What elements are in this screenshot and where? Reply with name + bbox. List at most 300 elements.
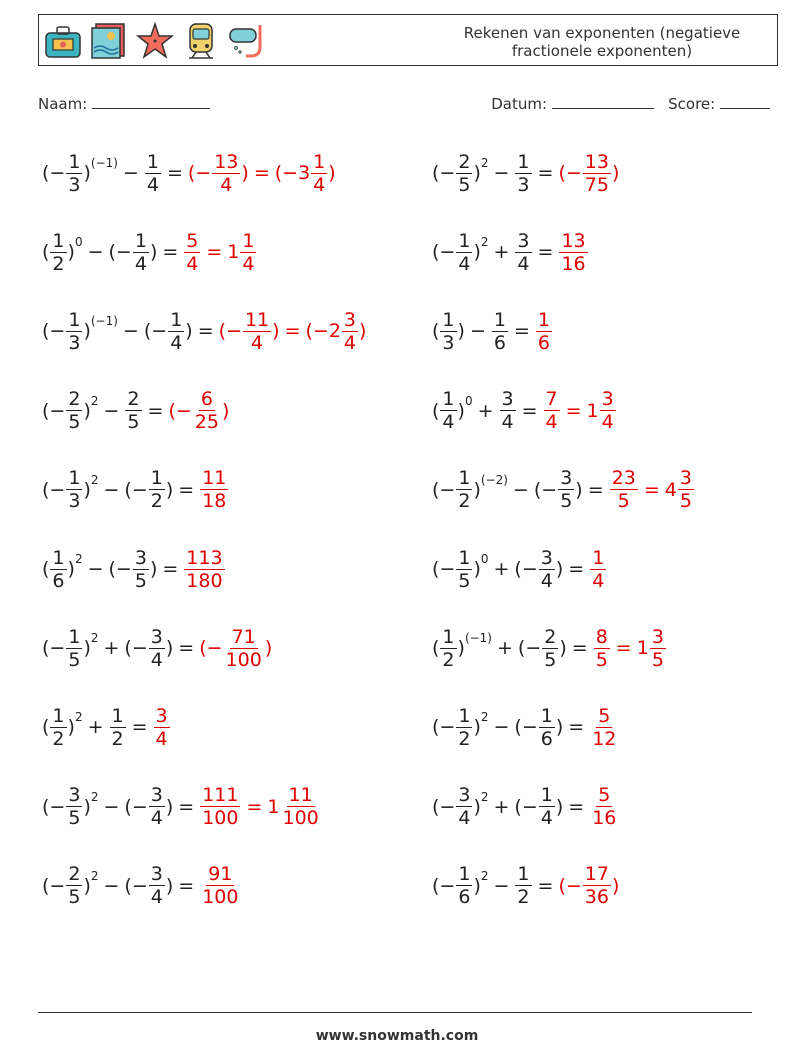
expression-text: ( — [42, 478, 50, 501]
operator: = — [571, 637, 588, 660]
expression-text: ) — [83, 874, 91, 897]
numerator: 2 — [68, 388, 81, 411]
expression-text: ( — [432, 874, 440, 897]
expression-text: ) — [555, 716, 564, 739]
answer-fraction — [610, 467, 638, 512]
expression-text: ( — [432, 478, 440, 501]
answer-text: ) — [241, 162, 249, 184]
numerator: 1 — [517, 863, 530, 886]
denominator: 6 — [52, 569, 65, 592]
denominator: 5 — [544, 648, 557, 671]
numerator: 3 — [501, 388, 514, 411]
operator: − — [512, 478, 529, 501]
answer-text: ) — [221, 399, 230, 422]
expression-text: ) — [457, 320, 465, 343]
answer-fraction — [311, 151, 327, 196]
operator: + — [497, 637, 513, 660]
operator: − — [103, 874, 120, 897]
denominator: 4 — [170, 331, 183, 354]
answer-fraction — [200, 467, 228, 512]
numerator: 3 — [343, 308, 357, 331]
denominator: 4 — [540, 807, 553, 830]
expression-text: ) — [473, 795, 481, 818]
postcard-icon — [89, 21, 129, 61]
numerator: 13 — [214, 150, 239, 173]
answer-fraction — [154, 705, 170, 750]
denominator: 6 — [493, 331, 506, 354]
fraction — [542, 626, 558, 671]
expression-text: ) — [83, 320, 91, 343]
answer-text: (− — [558, 874, 582, 897]
answer-fraction — [200, 863, 240, 908]
expression-text: ) — [67, 241, 75, 264]
denominator: 100 — [225, 648, 262, 671]
fraction — [125, 388, 141, 433]
operator: = — [162, 241, 179, 264]
numerator: 3 — [651, 625, 664, 648]
denominator: 4 — [458, 252, 471, 275]
denominator: 3 — [517, 173, 530, 196]
operator: + — [477, 399, 494, 422]
denominator: 100 — [202, 807, 239, 830]
answer-fraction — [594, 626, 610, 671]
problem-10 — [432, 455, 695, 525]
numerator: 91 — [208, 863, 233, 886]
operator: = — [521, 399, 538, 422]
numerator: 7 — [545, 388, 558, 411]
numerator: 2 — [127, 388, 140, 411]
numerator: 2 — [68, 863, 81, 886]
numerator: 5 — [598, 704, 611, 727]
denominator: 5 — [679, 490, 692, 513]
exponent: 2 — [74, 710, 83, 725]
answer-fraction — [590, 705, 618, 750]
expression-text: (− — [124, 795, 148, 818]
fraction — [456, 863, 472, 908]
answer-text: (− — [558, 162, 582, 184]
expression-text: − — [439, 795, 456, 818]
expression-text: ) — [185, 320, 193, 343]
numerator: 1 — [517, 150, 530, 173]
numerator: 113 — [186, 546, 223, 569]
numerator: 11 — [244, 308, 270, 331]
denominator: 3 — [68, 331, 81, 354]
numerator: 17 — [584, 863, 609, 886]
answer-text: (− — [218, 320, 242, 343]
numerator: 1 — [442, 625, 455, 648]
answer-fraction — [536, 309, 552, 354]
numerator: 3 — [150, 863, 163, 886]
numerator: 1 — [442, 308, 455, 331]
expression-text: − — [49, 399, 66, 422]
answer-fraction — [240, 230, 256, 275]
exponent: (−1) — [90, 156, 118, 170]
numerator: 3 — [601, 388, 614, 411]
expression-text: (− — [124, 478, 148, 501]
numerator: 1 — [68, 308, 81, 331]
denominator: 4 — [458, 807, 471, 830]
numerator: 1 — [458, 863, 471, 886]
operator: = — [131, 716, 148, 739]
numerator: 3 — [134, 546, 147, 569]
expression-text: − — [439, 716, 456, 739]
expression-text: (− — [533, 478, 558, 501]
numerator: 3 — [540, 546, 553, 569]
answer-fraction — [559, 230, 587, 275]
denominator: 2 — [150, 490, 163, 513]
expression-text: − — [439, 241, 456, 264]
answer-fraction — [544, 388, 560, 433]
numerator: 1 — [458, 229, 471, 252]
answer-operator: = — [565, 399, 582, 422]
numerator: 3 — [68, 784, 81, 807]
footer-website: www.snowmath.com — [315, 1028, 479, 1044]
fraction — [515, 151, 531, 196]
answer-text: ) — [359, 320, 367, 343]
answer-text: ) — [272, 320, 280, 343]
numerator: 1 — [52, 704, 65, 727]
expression-text: (− — [514, 795, 538, 818]
answer-fraction — [583, 863, 611, 908]
numerator: 1 — [442, 388, 455, 411]
exponent: 0 — [464, 393, 473, 408]
fraction — [66, 784, 82, 829]
numerator: 1 — [134, 229, 147, 252]
problem-7 — [42, 376, 229, 446]
fraction — [66, 309, 82, 354]
fraction — [456, 467, 472, 512]
problem-19 — [42, 851, 241, 921]
expression-text: − — [49, 874, 66, 897]
title-line-2: fractionele exponenten) — [511, 42, 693, 60]
expression-text: − — [439, 162, 456, 184]
denominator: 4 — [220, 173, 233, 196]
fraction — [515, 230, 531, 275]
denominator: 2 — [52, 252, 65, 275]
exponent: 2 — [480, 710, 489, 725]
answer-fraction — [590, 784, 618, 829]
answer-text: ) — [328, 162, 336, 184]
answer-text: ) — [264, 637, 273, 660]
fraction — [440, 309, 456, 354]
answer-text: (− — [199, 637, 223, 660]
operator: + — [103, 637, 120, 660]
numerator: 1 — [146, 150, 159, 173]
expression-text: ( — [42, 637, 50, 660]
expression-text: (− — [143, 320, 168, 343]
expression-text: ) — [555, 558, 564, 580]
answer-text: ) — [611, 874, 620, 897]
operator: − — [493, 874, 510, 897]
problem-16 — [432, 692, 619, 762]
denominator: 4 — [517, 252, 530, 275]
operator: = — [537, 874, 554, 897]
denominator: 4 — [251, 331, 264, 354]
fraction — [50, 230, 66, 275]
operator: + — [87, 716, 104, 739]
operator: = — [197, 320, 214, 343]
expression-text: (− — [514, 558, 538, 580]
operator: + — [493, 795, 510, 818]
date-blank — [552, 94, 654, 109]
expression-text: ) — [559, 637, 567, 660]
exponent: 2 — [480, 235, 489, 250]
denominator: 4 — [501, 411, 514, 434]
answer-operator: = — [253, 162, 270, 184]
denominator: 4 — [150, 648, 163, 671]
expression-text: ( — [432, 320, 440, 343]
denominator: 36 — [584, 886, 609, 909]
denominator: 5 — [651, 648, 664, 671]
name-label: Naam: — [38, 95, 88, 113]
operator: = — [537, 162, 554, 184]
name-blank — [92, 94, 210, 109]
numerator: 3 — [150, 784, 163, 807]
answer-text: 1 — [227, 241, 240, 264]
numerator: 1 — [52, 229, 65, 252]
answer-text: 4 — [664, 478, 677, 501]
problem-6 — [432, 296, 553, 366]
operator: − — [493, 716, 510, 739]
denominator: 18 — [202, 490, 227, 513]
denominator: 4 — [442, 411, 455, 434]
numerator: 1 — [170, 308, 183, 331]
numerator: 5 — [186, 229, 199, 252]
denominator: 3 — [442, 331, 455, 354]
numerator: 6 — [200, 388, 213, 411]
expression-text: ) — [473, 478, 481, 501]
expression-text: − — [49, 637, 66, 660]
denominator: 5 — [134, 569, 147, 592]
exponent: 2 — [90, 393, 99, 408]
denominator: 4 — [343, 331, 357, 354]
numerator: 3 — [679, 467, 692, 490]
answer-fraction — [212, 151, 240, 196]
numerator: 1 — [68, 625, 81, 648]
operator: = — [587, 478, 604, 501]
numerator: 5 — [598, 784, 611, 807]
starfish-icon — [135, 21, 175, 61]
exponent: 2 — [480, 789, 489, 804]
expression-text: ) — [83, 162, 91, 184]
expression-text: ) — [575, 478, 583, 501]
denominator: 5 — [560, 490, 573, 513]
numerator: 1 — [537, 308, 550, 331]
expression-text: ( — [42, 716, 50, 739]
expression-text: − — [49, 320, 66, 343]
denominator: 5 — [68, 807, 81, 830]
answer-fraction — [200, 784, 240, 829]
numerator: 1 — [313, 150, 326, 173]
denominator: 16 — [561, 252, 586, 275]
fraction — [515, 863, 531, 908]
denominator: 75 — [584, 173, 609, 196]
denominator: 3 — [68, 490, 81, 513]
operator: = — [568, 716, 585, 739]
numerator: 1 — [150, 467, 163, 490]
operator: − — [122, 162, 139, 184]
answer-fraction — [224, 626, 264, 671]
numerator: 3 — [517, 229, 530, 252]
answer-fraction — [590, 547, 606, 592]
operator: = — [147, 399, 164, 422]
expression-text: ) — [457, 399, 465, 422]
fraction — [149, 467, 165, 512]
fraction — [66, 626, 82, 671]
operator: = — [568, 795, 585, 818]
answer-operator: = — [206, 241, 223, 264]
expression-text: ) — [165, 637, 174, 660]
fraction — [456, 784, 472, 829]
fraction — [558, 467, 574, 512]
expression-text: ( — [42, 558, 50, 580]
denominator: 4 — [186, 252, 199, 275]
fraction — [539, 784, 555, 829]
answer-operator: = — [643, 478, 660, 501]
expression-text: ) — [473, 162, 481, 184]
fraction — [456, 151, 472, 196]
numerator: 1 — [111, 704, 124, 727]
answer-fraction — [280, 784, 320, 829]
operator: − — [469, 320, 486, 343]
expression-text: ( — [432, 558, 440, 580]
exponent: 2 — [480, 868, 489, 883]
name-field — [38, 94, 210, 113]
operator: = — [178, 637, 195, 660]
operator: + — [493, 558, 510, 580]
answer-text: 1 — [586, 399, 599, 422]
expression-text: ) — [83, 478, 91, 501]
denominator: 2 — [458, 727, 471, 750]
expression-text: ) — [473, 241, 481, 264]
denominator: 25 — [194, 411, 219, 434]
exponent: 0 — [74, 235, 83, 250]
numerator: 1 — [540, 784, 553, 807]
denominator: 4 — [601, 411, 614, 434]
denominator: 2 — [517, 886, 530, 909]
problem-17 — [42, 772, 322, 842]
denominator: 4 — [242, 252, 255, 275]
expression-text: ( — [42, 399, 50, 422]
denominator: 2 — [52, 727, 65, 750]
expression-text: ) — [67, 558, 75, 580]
fraction — [66, 151, 82, 196]
title-line-1: Rekenen van exponenten (negatieve — [463, 24, 741, 42]
fraction — [133, 547, 149, 592]
numerator: 1 — [242, 229, 255, 252]
answer-text: (−2 — [305, 320, 341, 343]
expression-text: ) — [165, 795, 174, 818]
date-label: Datum: — [491, 95, 548, 113]
fraction — [456, 230, 472, 275]
expression-text: − — [49, 162, 66, 184]
expression-text: − — [49, 478, 66, 501]
numerator: 1 — [458, 546, 471, 569]
score-label: Score: — [668, 95, 716, 113]
denominator: 4 — [313, 173, 326, 196]
numerator: 11 — [202, 467, 227, 490]
denominator: 12 — [592, 727, 617, 750]
fraction — [539, 547, 555, 592]
operator: = — [166, 162, 183, 184]
problem-20 — [432, 851, 619, 921]
exponent: (−2) — [480, 472, 508, 487]
denominator: 3 — [68, 173, 81, 196]
fraction — [168, 309, 184, 354]
answer-fraction — [184, 547, 224, 592]
fraction — [133, 230, 149, 275]
answer-fraction — [342, 309, 358, 354]
operator: = — [178, 874, 195, 897]
operator: = — [537, 241, 554, 264]
numerator: 3 — [150, 625, 163, 648]
denominator: 6 — [537, 331, 550, 354]
numerator: 111 — [202, 784, 239, 807]
problem-3 — [42, 217, 257, 287]
expression-text: (− — [124, 637, 148, 660]
fraction — [149, 784, 165, 829]
denominator: 6 — [540, 727, 553, 750]
expression-text: ) — [473, 716, 481, 739]
expression-text: (− — [517, 637, 542, 660]
expression-text: ( — [432, 716, 440, 739]
expression-text: − — [49, 795, 66, 818]
exponent: 2 — [90, 789, 99, 804]
expression-text: − — [439, 478, 456, 501]
worksheet-title — [437, 24, 767, 60]
expression-text: ( — [42, 874, 50, 897]
answer-operator: = — [246, 795, 263, 818]
expression-text: ( — [432, 241, 440, 264]
denominator: 2 — [458, 490, 471, 513]
answer-operator: = — [615, 637, 632, 660]
fraction — [50, 547, 66, 592]
denominator: 5 — [595, 648, 608, 671]
answer-operator: = — [284, 320, 301, 343]
numerator: 2 — [544, 625, 557, 648]
numerator: 1 — [68, 467, 81, 490]
expression-text: ) — [149, 558, 158, 580]
answer-text: 1 — [267, 795, 280, 818]
numerator: 1 — [540, 704, 553, 727]
snorkel-icon — [227, 21, 267, 61]
operator: = — [513, 320, 530, 343]
footer-divider — [38, 1012, 752, 1013]
problem-13 — [42, 613, 272, 683]
expression-text: ( — [432, 795, 440, 818]
denominator: 5 — [458, 173, 471, 196]
answer-text: (− — [187, 162, 212, 184]
fraction — [500, 388, 516, 433]
exponent: 0 — [480, 552, 489, 566]
operator: = — [178, 795, 195, 818]
expression-text: ( — [432, 399, 440, 422]
expression-text: (− — [108, 558, 132, 580]
expression-text: (− — [124, 874, 148, 897]
denominator: 4 — [150, 886, 163, 909]
answer-text: ) — [611, 162, 620, 184]
fraction — [50, 705, 66, 750]
expression-text: ( — [42, 241, 50, 264]
fraction — [440, 388, 456, 433]
expression-text: ) — [457, 637, 465, 660]
answer-fraction — [193, 388, 221, 433]
expression-text: ) — [473, 558, 481, 580]
answer-fraction — [650, 626, 666, 671]
problem-12 — [432, 534, 607, 604]
denominator: 2 — [111, 727, 124, 750]
denominator: 5 — [458, 569, 471, 592]
